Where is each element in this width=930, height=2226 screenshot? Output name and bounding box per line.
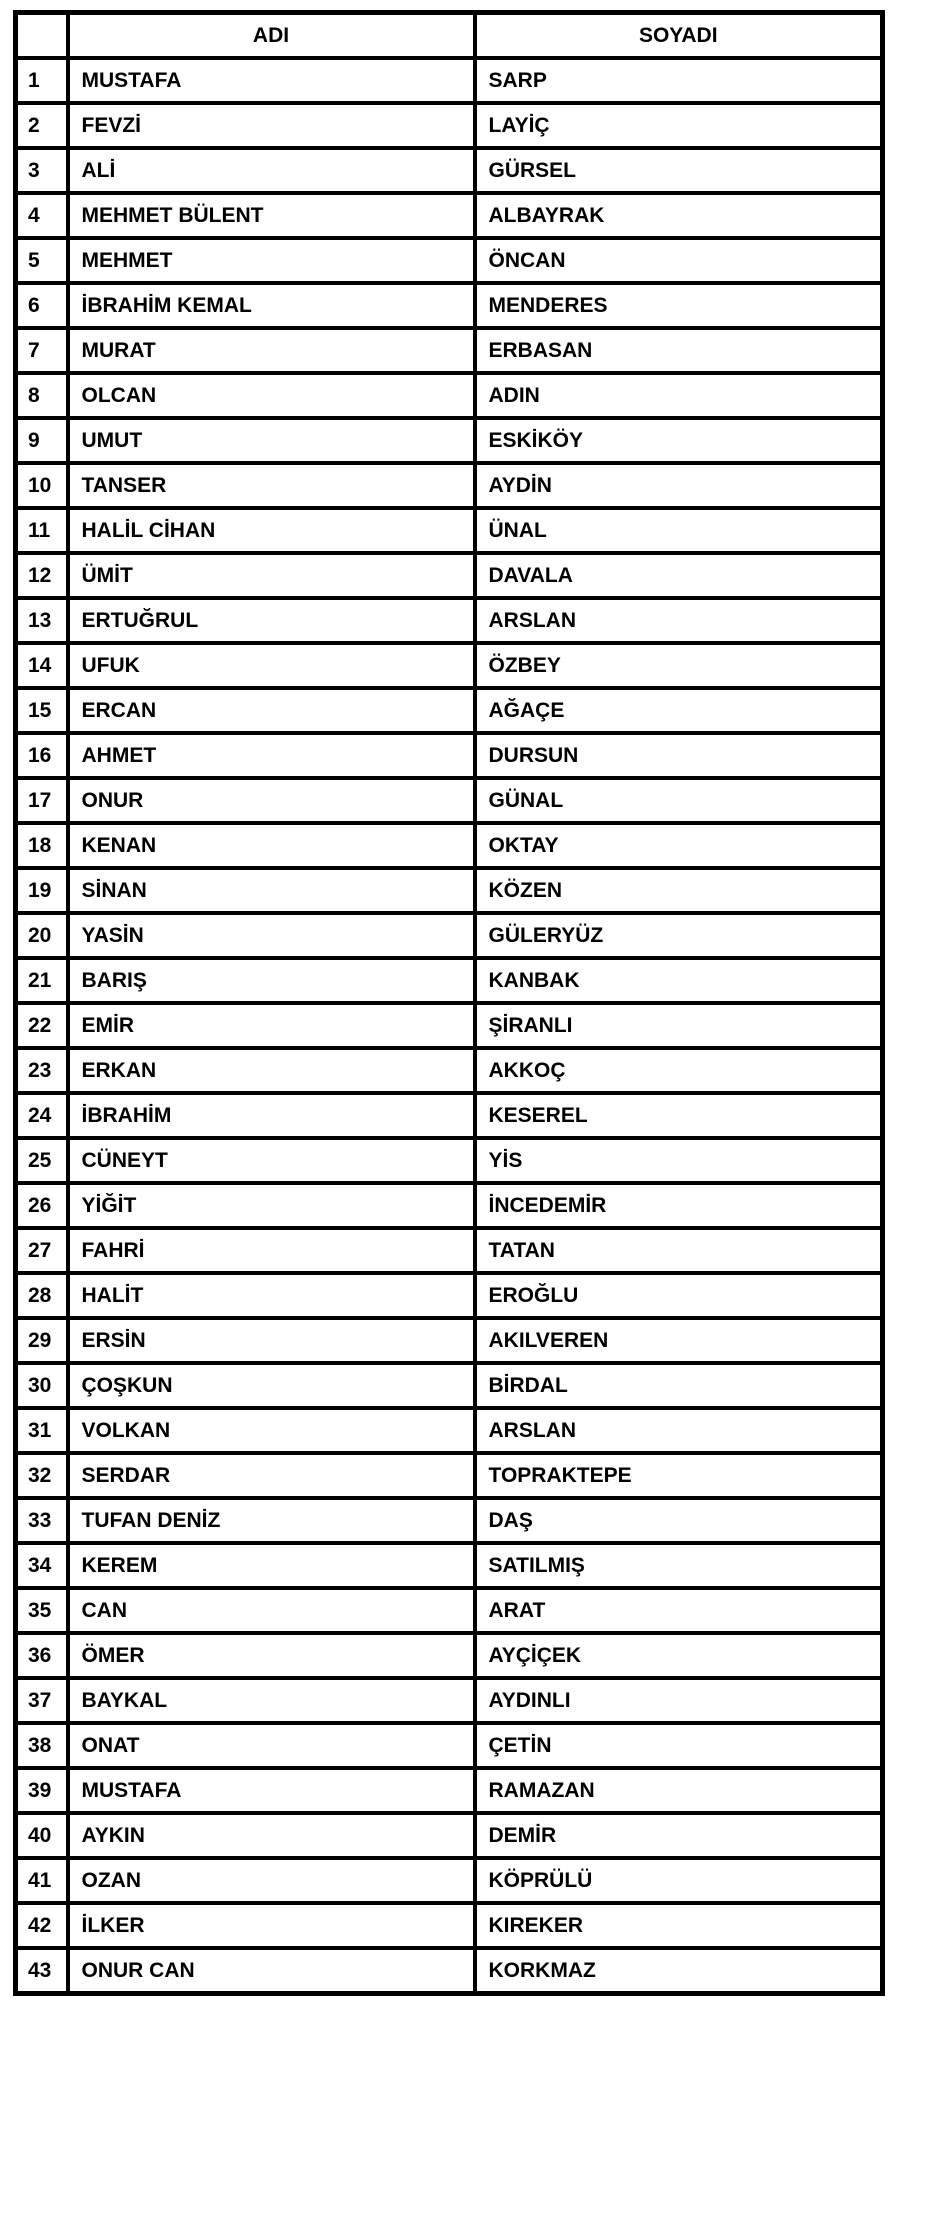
last-name-cell: KÖPRÜLÜ bbox=[475, 1858, 883, 1903]
first-name-cell: İBRAHİM bbox=[68, 1093, 475, 1138]
table-row bbox=[16, 1948, 883, 1994]
table-header-row bbox=[16, 13, 883, 59]
first-name-cell: YİĞİT bbox=[68, 1183, 475, 1228]
first-name-cell: VOLKAN bbox=[68, 1408, 475, 1453]
first-name-cell: ERKAN bbox=[68, 1048, 475, 1093]
last-name-cell: DURSUN bbox=[475, 733, 883, 778]
last-name-cell: ARSLAN bbox=[475, 598, 883, 643]
table-row bbox=[16, 103, 883, 148]
row-number-cell: 3 bbox=[16, 148, 68, 193]
table-row bbox=[16, 148, 883, 193]
first-name-cell: ÖMER bbox=[68, 1633, 475, 1678]
row-number-cell: 19 bbox=[16, 868, 68, 913]
name-list-table bbox=[13, 10, 885, 1996]
header-number bbox=[16, 13, 68, 59]
first-name-cell: CÜNEYT bbox=[68, 1138, 475, 1183]
row-number-cell: 30 bbox=[16, 1363, 68, 1408]
last-name-cell: OKTAY bbox=[475, 823, 883, 868]
last-name-cell: GÜLERYÜZ bbox=[475, 913, 883, 958]
table-row bbox=[16, 1183, 883, 1228]
row-number-cell: 4 bbox=[16, 193, 68, 238]
last-name-cell: AKILVEREN bbox=[475, 1318, 883, 1363]
row-number-cell: 1 bbox=[16, 58, 68, 103]
last-name-cell: KIREKER bbox=[475, 1903, 883, 1948]
first-name-cell: BAYKAL bbox=[68, 1678, 475, 1723]
row-number-cell: 34 bbox=[16, 1543, 68, 1588]
row-number-cell: 43 bbox=[16, 1948, 68, 1994]
first-name-cell: SERDAR bbox=[68, 1453, 475, 1498]
table-row bbox=[16, 958, 883, 1003]
last-name-cell: AĞAÇE bbox=[475, 688, 883, 733]
first-name-cell: FEVZİ bbox=[68, 103, 475, 148]
last-name-cell: TOPRAKTEPE bbox=[475, 1453, 883, 1498]
row-number-cell: 38 bbox=[16, 1723, 68, 1768]
row-number-cell: 18 bbox=[16, 823, 68, 868]
table-row bbox=[16, 1408, 883, 1453]
last-name-cell: DAVALA bbox=[475, 553, 883, 598]
table-row bbox=[16, 1768, 883, 1813]
row-number-cell: 31 bbox=[16, 1408, 68, 1453]
last-name-cell: GÜRSEL bbox=[475, 148, 883, 193]
row-number-cell: 42 bbox=[16, 1903, 68, 1948]
first-name-cell: ÇOŞKUN bbox=[68, 1363, 475, 1408]
last-name-cell: ÇETİN bbox=[475, 1723, 883, 1768]
first-name-cell: MUSTAFA bbox=[68, 58, 475, 103]
first-name-cell: KEREM bbox=[68, 1543, 475, 1588]
table-row bbox=[16, 1903, 883, 1948]
row-number-cell: 13 bbox=[16, 598, 68, 643]
last-name-cell: BİRDAL bbox=[475, 1363, 883, 1408]
last-name-cell: KESEREL bbox=[475, 1093, 883, 1138]
first-name-cell: ÜMİT bbox=[68, 553, 475, 598]
table-body bbox=[16, 58, 883, 1994]
last-name-cell: ADIN bbox=[475, 373, 883, 418]
last-name-cell: AKKOÇ bbox=[475, 1048, 883, 1093]
first-name-cell: İLKER bbox=[68, 1903, 475, 1948]
last-name-cell: ESKİKÖY bbox=[475, 418, 883, 463]
table-row bbox=[16, 58, 883, 103]
table-row bbox=[16, 463, 883, 508]
table-row bbox=[16, 283, 883, 328]
table-row bbox=[16, 238, 883, 283]
last-name-cell: EROĞLU bbox=[475, 1273, 883, 1318]
row-number-cell: 27 bbox=[16, 1228, 68, 1273]
row-number-cell: 16 bbox=[16, 733, 68, 778]
row-number-cell: 33 bbox=[16, 1498, 68, 1543]
table-row bbox=[16, 373, 883, 418]
last-name-cell: ARSLAN bbox=[475, 1408, 883, 1453]
first-name-cell: AHMET bbox=[68, 733, 475, 778]
first-name-cell: OLCAN bbox=[68, 373, 475, 418]
table-row bbox=[16, 1813, 883, 1858]
last-name-cell: ERBASAN bbox=[475, 328, 883, 373]
last-name-cell: LAYİÇ bbox=[475, 103, 883, 148]
first-name-cell: HALİL CİHAN bbox=[68, 508, 475, 553]
last-name-cell: AYÇİÇEK bbox=[475, 1633, 883, 1678]
first-name-cell: ERTUĞRUL bbox=[68, 598, 475, 643]
last-name-cell: DAŞ bbox=[475, 1498, 883, 1543]
last-name-cell: GÜNAL bbox=[475, 778, 883, 823]
row-number-cell: 39 bbox=[16, 1768, 68, 1813]
table-row bbox=[16, 1318, 883, 1363]
table-row bbox=[16, 1273, 883, 1318]
table-row bbox=[16, 1723, 883, 1768]
first-name-cell: EMİR bbox=[68, 1003, 475, 1048]
table-row bbox=[16, 688, 883, 733]
last-name-cell: SARP bbox=[475, 58, 883, 103]
first-name-cell: YASİN bbox=[68, 913, 475, 958]
last-name-cell: YİS bbox=[475, 1138, 883, 1183]
last-name-cell: AYDINLI bbox=[475, 1678, 883, 1723]
row-number-cell: 20 bbox=[16, 913, 68, 958]
first-name-cell: İBRAHİM KEMAL bbox=[68, 283, 475, 328]
table-row bbox=[16, 193, 883, 238]
table-row bbox=[16, 823, 883, 868]
row-number-cell: 15 bbox=[16, 688, 68, 733]
last-name-cell: ALBAYRAK bbox=[475, 193, 883, 238]
table-row bbox=[16, 1048, 883, 1093]
table-row bbox=[16, 643, 883, 688]
row-number-cell: 6 bbox=[16, 283, 68, 328]
row-number-cell: 2 bbox=[16, 103, 68, 148]
last-name-cell: ŞİRANLI bbox=[475, 1003, 883, 1048]
table-row bbox=[16, 778, 883, 823]
last-name-cell: ÖZBEY bbox=[475, 643, 883, 688]
last-name-cell: KANBAK bbox=[475, 958, 883, 1003]
first-name-cell: ERCAN bbox=[68, 688, 475, 733]
table-row bbox=[16, 418, 883, 463]
row-number-cell: 29 bbox=[16, 1318, 68, 1363]
first-name-cell: BARIŞ bbox=[68, 958, 475, 1003]
table-row bbox=[16, 1138, 883, 1183]
first-name-cell: ALİ bbox=[68, 148, 475, 193]
last-name-cell: KÖZEN bbox=[475, 868, 883, 913]
last-name-cell: RAMAZAN bbox=[475, 1768, 883, 1813]
table-row bbox=[16, 1498, 883, 1543]
table-row bbox=[16, 1003, 883, 1048]
first-name-cell: SİNAN bbox=[68, 868, 475, 913]
row-number-cell: 25 bbox=[16, 1138, 68, 1183]
row-number-cell: 11 bbox=[16, 508, 68, 553]
row-number-cell: 23 bbox=[16, 1048, 68, 1093]
first-name-cell: ONUR bbox=[68, 778, 475, 823]
last-name-cell: İNCEDEMİR bbox=[475, 1183, 883, 1228]
first-name-cell: MUSTAFA bbox=[68, 1768, 475, 1813]
row-number-cell: 41 bbox=[16, 1858, 68, 1903]
first-name-cell: AYKIN bbox=[68, 1813, 475, 1858]
last-name-cell: KORKMAZ bbox=[475, 1948, 883, 1994]
row-number-cell: 10 bbox=[16, 463, 68, 508]
table-row bbox=[16, 553, 883, 598]
row-number-cell: 40 bbox=[16, 1813, 68, 1858]
row-number-cell: 5 bbox=[16, 238, 68, 283]
first-name-cell: TANSER bbox=[68, 463, 475, 508]
first-name-cell: UMUT bbox=[68, 418, 475, 463]
first-name-cell: ERSİN bbox=[68, 1318, 475, 1363]
table-row bbox=[16, 328, 883, 373]
row-number-cell: 21 bbox=[16, 958, 68, 1003]
row-number-cell: 28 bbox=[16, 1273, 68, 1318]
header-first-name: ADI bbox=[68, 13, 475, 59]
row-number-cell: 26 bbox=[16, 1183, 68, 1228]
table-row bbox=[16, 1588, 883, 1633]
table-row bbox=[16, 1228, 883, 1273]
row-number-cell: 37 bbox=[16, 1678, 68, 1723]
table-row bbox=[16, 598, 883, 643]
last-name-cell: ARAT bbox=[475, 1588, 883, 1633]
first-name-cell: MURAT bbox=[68, 328, 475, 373]
row-number-cell: 12 bbox=[16, 553, 68, 598]
last-name-cell: ÜNAL bbox=[475, 508, 883, 553]
row-number-cell: 14 bbox=[16, 643, 68, 688]
table-row bbox=[16, 1678, 883, 1723]
row-number-cell: 7 bbox=[16, 328, 68, 373]
first-name-cell: MEHMET BÜLENT bbox=[68, 193, 475, 238]
last-name-cell: ÖNCAN bbox=[475, 238, 883, 283]
table-row bbox=[16, 1543, 883, 1588]
first-name-cell: ONUR CAN bbox=[68, 1948, 475, 1994]
last-name-cell: DEMİR bbox=[475, 1813, 883, 1858]
table-row bbox=[16, 1453, 883, 1498]
table-row bbox=[16, 733, 883, 778]
table-row bbox=[16, 1858, 883, 1903]
last-name-cell: AYDİN bbox=[475, 463, 883, 508]
row-number-cell: 22 bbox=[16, 1003, 68, 1048]
row-number-cell: 36 bbox=[16, 1633, 68, 1678]
table-row bbox=[16, 1363, 883, 1408]
row-number-cell: 35 bbox=[16, 1588, 68, 1633]
first-name-cell: UFUK bbox=[68, 643, 475, 688]
header-last-name: SOYADI bbox=[475, 13, 883, 59]
first-name-cell: KENAN bbox=[68, 823, 475, 868]
table-row bbox=[16, 508, 883, 553]
last-name-cell: SATILMIŞ bbox=[475, 1543, 883, 1588]
first-name-cell: FAHRİ bbox=[68, 1228, 475, 1273]
first-name-cell: OZAN bbox=[68, 1858, 475, 1903]
row-number-cell: 32 bbox=[16, 1453, 68, 1498]
row-number-cell: 24 bbox=[16, 1093, 68, 1138]
row-number-cell: 17 bbox=[16, 778, 68, 823]
last-name-cell: MENDERES bbox=[475, 283, 883, 328]
row-number-cell: 8 bbox=[16, 373, 68, 418]
first-name-cell: HALİT bbox=[68, 1273, 475, 1318]
table-row bbox=[16, 868, 883, 913]
row-number-cell: 9 bbox=[16, 418, 68, 463]
first-name-cell: ONAT bbox=[68, 1723, 475, 1768]
table-row bbox=[16, 1093, 883, 1138]
first-name-cell: MEHMET bbox=[68, 238, 475, 283]
first-name-cell: TUFAN DENİZ bbox=[68, 1498, 475, 1543]
table-row bbox=[16, 1633, 883, 1678]
last-name-cell: TATAN bbox=[475, 1228, 883, 1273]
first-name-cell: CAN bbox=[68, 1588, 475, 1633]
table-row bbox=[16, 913, 883, 958]
